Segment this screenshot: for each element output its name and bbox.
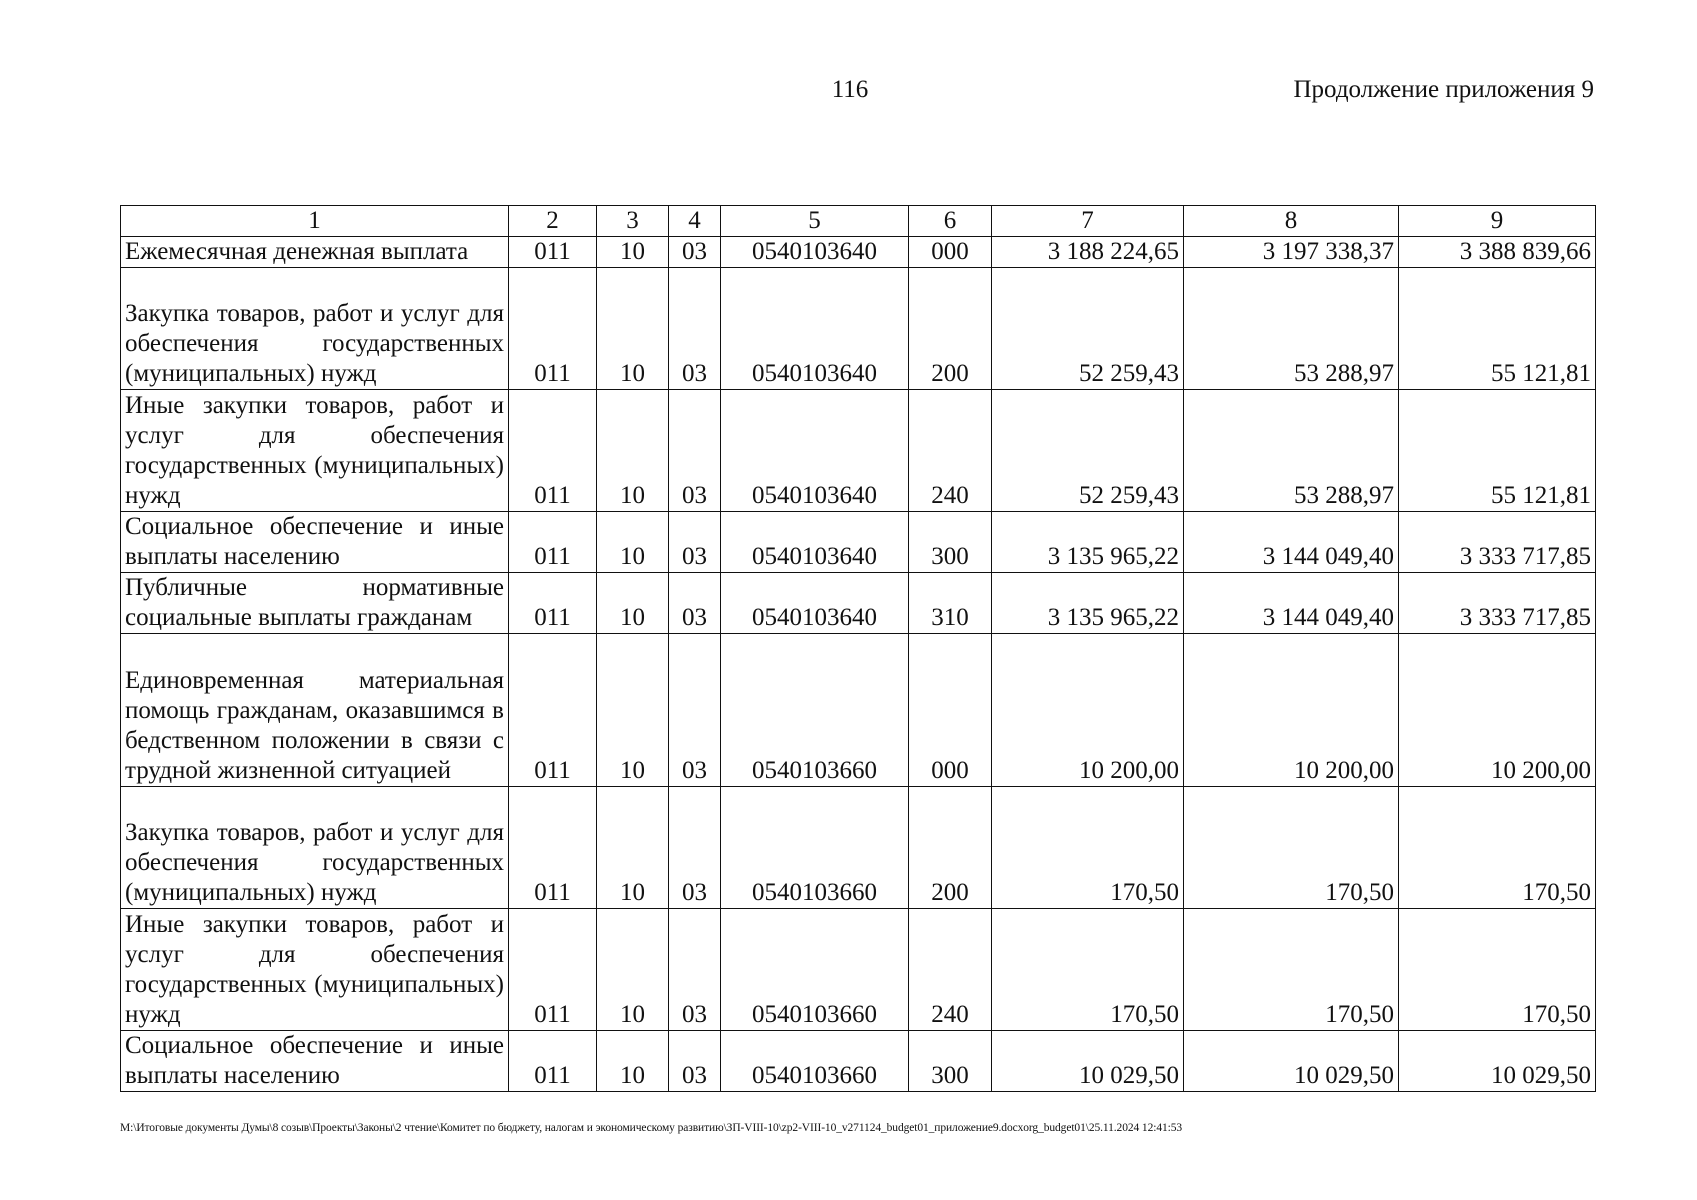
amount-cell: 170,50 [1184, 787, 1399, 909]
table-row [121, 573, 1596, 634]
row-name-cell: Иные закупки товаров, работ и услуг для обеспечения государственных (муниципальных) нужд [121, 909, 509, 1031]
appendix-title: Продолжение приложения 9 [1293, 76, 1594, 103]
target-article-cell: 0540103660 [721, 634, 909, 787]
amount-cell: 3 333 717,85 [1399, 512, 1596, 573]
amount-cell: 3 135 965,22 [992, 512, 1184, 573]
table-row [121, 390, 1596, 512]
table-row [121, 1031, 1596, 1092]
expense-type-cell: 200 [909, 787, 992, 909]
amount-cell: 55 121,81 [1399, 390, 1596, 512]
subsection-cell: 03 [669, 237, 721, 268]
row-name-cell: Социальное обеспечение и иные выплаты населению [121, 1031, 509, 1092]
expense-type-cell: 240 [909, 390, 992, 512]
code-cell: 011 [509, 634, 597, 787]
amount-cell: 52 259,43 [992, 268, 1184, 390]
subsection-cell: 03 [669, 390, 721, 512]
amount-cell: 10 029,50 [1399, 1031, 1596, 1092]
column-header: 6 [909, 206, 992, 237]
amount-cell: 10 200,00 [1184, 634, 1399, 787]
target-article-cell: 0540103660 [721, 1031, 909, 1092]
target-article-cell: 0540103640 [721, 237, 909, 268]
expense-type-cell: 300 [909, 512, 992, 573]
subsection-cell: 03 [669, 909, 721, 1031]
amount-cell: 3 388 839,66 [1399, 237, 1596, 268]
section-cell: 10 [597, 1031, 669, 1092]
expense-type-cell: 240 [909, 909, 992, 1031]
expense-type-cell: 200 [909, 268, 992, 390]
subsection-cell: 03 [669, 1031, 721, 1092]
amount-cell: 10 200,00 [992, 634, 1184, 787]
code-cell: 011 [509, 787, 597, 909]
amount-cell: 170,50 [1184, 909, 1399, 1031]
target-article-cell: 0540103640 [721, 512, 909, 573]
amount-cell: 3 197 338,37 [1184, 237, 1399, 268]
amount-cell: 3 188 224,65 [992, 237, 1184, 268]
table-row [121, 909, 1596, 1031]
code-cell: 011 [509, 390, 597, 512]
amount-cell: 55 121,81 [1399, 268, 1596, 390]
amount-cell: 10 029,50 [1184, 1031, 1399, 1092]
column-header: 9 [1399, 206, 1596, 237]
column-header: 8 [1184, 206, 1399, 237]
footer-file-path: М:\Итоговые документы Думы\8 созыв\Проекты\Законы\2 чтение\Комитет по бюджету, налогам и экономическому развитию\ЗП-VIII-10\zp2-VIII-10_v271124_budget01_приложение9.docxorg_budget01\25.11.2024 12:41:53 [120, 1122, 1183, 1134]
table-row [121, 634, 1596, 787]
budget-table [120, 205, 1596, 1092]
table-header-row [121, 206, 1596, 237]
subsection-cell: 03 [669, 787, 721, 909]
section-cell: 10 [597, 909, 669, 1031]
code-cell: 011 [509, 1031, 597, 1092]
target-article-cell: 0540103660 [721, 787, 909, 909]
table-row [121, 512, 1596, 573]
section-cell: 10 [597, 268, 669, 390]
amount-cell: 3 135 965,22 [992, 573, 1184, 634]
amount-cell: 3 144 049,40 [1184, 512, 1399, 573]
column-header: 1 [121, 206, 509, 237]
column-header: 4 [669, 206, 721, 237]
amount-cell: 53 288,97 [1184, 268, 1399, 390]
amount-cell: 10 029,50 [992, 1031, 1184, 1092]
amount-cell: 10 200,00 [1399, 634, 1596, 787]
table-row [121, 787, 1596, 909]
subsection-cell: 03 [669, 268, 721, 390]
section-cell: 10 [597, 634, 669, 787]
row-name-cell: Иные закупки товаров, работ и услуг для обеспечения государственных (муниципальных) нужд [121, 390, 509, 512]
row-name-cell: Закупка товаров, работ и услуг для обеспечения государственных (муниципальных) нужд [121, 268, 509, 390]
column-header: 7 [992, 206, 1184, 237]
code-cell: 011 [509, 268, 597, 390]
amount-cell: 53 288,97 [1184, 390, 1399, 512]
section-cell: 10 [597, 390, 669, 512]
amount-cell: 170,50 [992, 787, 1184, 909]
section-cell: 10 [597, 512, 669, 573]
amount-cell: 3 144 049,40 [1184, 573, 1399, 634]
target-article-cell: 0540103660 [721, 909, 909, 1031]
code-cell: 011 [509, 573, 597, 634]
row-name-cell: Публичные нормативные социальные выплаты гражданам [121, 573, 509, 634]
section-cell: 10 [597, 787, 669, 909]
column-header: 5 [721, 206, 909, 237]
target-article-cell: 0540103640 [721, 573, 909, 634]
amount-cell: 52 259,43 [992, 390, 1184, 512]
subsection-cell: 03 [669, 573, 721, 634]
amount-cell: 170,50 [1399, 909, 1596, 1031]
table-row [121, 237, 1596, 268]
row-name-cell: Ежемесячная денежная выплата [121, 237, 509, 268]
target-article-cell: 0540103640 [721, 390, 909, 512]
subsection-cell: 03 [669, 634, 721, 787]
expense-type-cell: 310 [909, 573, 992, 634]
subsection-cell: 03 [669, 512, 721, 573]
section-cell: 10 [597, 573, 669, 634]
table-row [121, 268, 1596, 390]
page-number: 116 [831, 76, 869, 103]
amount-cell: 3 333 717,85 [1399, 573, 1596, 634]
row-name-cell: Закупка товаров, работ и услуг для обеспечения государственных (муниципальных) нужд [121, 787, 509, 909]
row-name-cell: Единовременная материальная помощь гражданам, оказавшимся в бедственном положении в связи с трудной жизненной ситуацией [121, 634, 509, 787]
column-header: 2 [509, 206, 597, 237]
amount-cell: 170,50 [992, 909, 1184, 1031]
code-cell: 011 [509, 237, 597, 268]
section-cell: 10 [597, 237, 669, 268]
amount-cell: 170,50 [1399, 787, 1596, 909]
target-article-cell: 0540103640 [721, 268, 909, 390]
expense-type-cell: 000 [909, 237, 992, 268]
code-cell: 011 [509, 512, 597, 573]
row-name-cell: Социальное обеспечение и иные выплаты населению [121, 512, 509, 573]
expense-type-cell: 000 [909, 634, 992, 787]
expense-type-cell: 300 [909, 1031, 992, 1092]
code-cell: 011 [509, 909, 597, 1031]
column-header: 3 [597, 206, 669, 237]
